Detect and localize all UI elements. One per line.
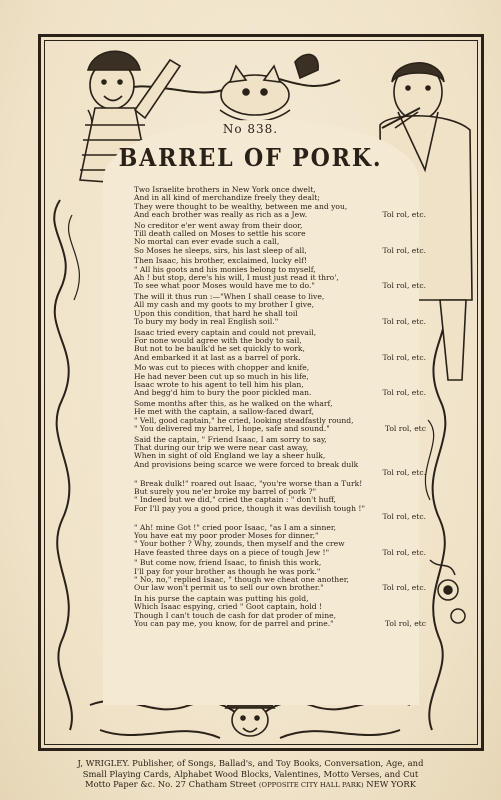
- verse-text: " Ah! mine Got !" cried poor Isaac, "as I am a sinner,: [134, 522, 337, 532]
- chorus-refrain: Tol rol, etc.: [382, 468, 426, 477]
- verse-line: [134, 469, 426, 477]
- verse-text: Then Isaac, his brother, exclaimed, lucky elf!: [134, 256, 307, 266]
- publisher-imprint: [0, 758, 501, 791]
- verse-text: " Break dulk!" roared out Isaac, "you're worse than a Turk!: [134, 478, 363, 488]
- verse-text: You can pay me, you know, for de parrel and prine.": [134, 619, 334, 629]
- verse-line: [134, 425, 426, 433]
- verse-text: But surely you ne'er broke my barrel of pork ?": [134, 487, 317, 497]
- verse-text: In his purse the captain was putting his gold,: [134, 594, 309, 604]
- verse-line: [134, 620, 426, 628]
- verse-text: That during our trip we were near cast away,: [134, 443, 309, 453]
- stanza: [134, 293, 426, 326]
- stanza: [134, 186, 426, 219]
- stanza: [134, 222, 426, 255]
- verse-text: When in sight of old England we lay a sheer hulk,: [134, 451, 326, 461]
- verse-text: Have feasted three days on a piece of tough Jew !": [134, 547, 330, 557]
- stanza: [134, 400, 426, 433]
- verse-text: He had never been cut up so much in his life,: [134, 371, 309, 381]
- verse-line: [134, 211, 426, 219]
- verse-text: To see what poor Moses would have me to do.": [134, 281, 315, 291]
- chorus-refrain: Tol rol, etc.: [382, 245, 426, 255]
- verse-text: So Moses he sleeps, sirs, his last sleep of all,: [134, 245, 307, 255]
- verse-text: " You delivered my barrel, I hope, safe and sound.": [134, 424, 330, 434]
- verse-text: They were thought to be wealthy, between me and you,: [134, 201, 348, 211]
- verse-text: And begg'd him to bury the poor pickled man.: [134, 388, 312, 398]
- verse-text: No creditor e'er went away from their door,: [134, 220, 303, 230]
- verse-text: Isaac tried every captain and could not prevail,: [134, 327, 317, 337]
- verse-text: " Your bother ? Why, zounds, then myself and the crew: [134, 539, 345, 549]
- stanza: [134, 436, 426, 477]
- verse-text: Though I can't touch de cash for dat proder of mine,: [134, 610, 337, 620]
- verse-text: " Indeed but we did," cried the captain : " don't huff,: [134, 495, 336, 505]
- verse-line: [134, 282, 426, 290]
- verse-text: " Vell, good captain," he cried, looking steadfastly round,: [134, 415, 354, 425]
- verse-text: But not to be baulk'd he set quickly to work,: [134, 344, 305, 354]
- verse-text: Isaac wrote to his agent to tell him his plan,: [134, 380, 304, 390]
- verse-text: And provisions being scarce we were forced to break dulk: [134, 459, 359, 469]
- chorus-refrain: Tol rol, etc.: [382, 209, 426, 219]
- verse-text: You have eat my poor proder Moses for dinner,": [134, 531, 319, 541]
- verse-text: Some months after this, as he walked on the wharf,: [134, 399, 333, 409]
- verse-text: Our law won't permit us to sell our own brother.": [134, 583, 324, 593]
- stanza: [134, 364, 426, 397]
- song-verses: [134, 186, 426, 631]
- imprint-line-1: J, WRIGLEY. Publisher, of Songs, Ballad's, and Toy Books, Conversation, Age, and: [77, 758, 424, 768]
- chorus-refrain: Tol rol, etc.: [382, 511, 426, 521]
- verse-text: Ah ! but stop, dere's his will, I must just read it thro',: [134, 272, 339, 282]
- verse-text: He met with the captain, a sallow-faced dwarf,: [134, 407, 314, 417]
- stanza: [134, 257, 426, 290]
- verse-text: All my cash and my goots to my brother I give,: [134, 300, 314, 310]
- imprint-line-3: [0, 779, 501, 791]
- verse-text: " All his goots and his monies belong to myself,: [134, 264, 316, 274]
- imprint-city: NEW YORK: [366, 779, 416, 789]
- verse-text: Mo was cut to pieces with chopper and knife,: [134, 363, 310, 373]
- verse-text: I'll pay for your brother as though he was pork.": [134, 566, 321, 576]
- stanza: [134, 595, 426, 628]
- verse-text: Said the captain, " Friend Isaac, I am sorry to say,: [134, 434, 327, 444]
- chorus-refrain: Tol rol, etc.: [382, 583, 426, 593]
- verse-line: [134, 318, 426, 326]
- verse-text: For none would agree with the body to sail,: [134, 336, 302, 346]
- verse-line: [134, 247, 426, 255]
- imprint-landmark: (OPPOSITE CITY HALL PARK): [258, 781, 364, 789]
- verse-text: Till death called on Moses to settle his score: [134, 228, 306, 238]
- verse-text: Which Isaac espying, cried " Goot captain, hold !: [134, 602, 323, 612]
- imprint-address: Motto Paper &c. No. 27 Chatham Street: [85, 779, 257, 789]
- verse-text: Upon this condition, that hard he shall toil: [134, 308, 298, 318]
- verse-text: For I'll pay you a good price, though it was devilish tough !": [134, 503, 365, 513]
- verse-line: [134, 549, 426, 557]
- verse-line: [134, 584, 426, 592]
- stanza: [134, 559, 426, 592]
- stanza: [134, 524, 426, 557]
- verse-text: " But come now, friend Isaac, to finish this work,: [134, 558, 322, 568]
- chorus-refrain: Tol rol, etc.: [382, 388, 426, 398]
- chorus-refrain: Tol rol, etc.: [382, 281, 426, 291]
- verse-text: And embarked it at last as a barrel of pork.: [134, 352, 301, 362]
- chorus-refrain: Tol rol, etc.: [382, 547, 426, 557]
- chorus-refrain: Tol rol, etc.: [382, 352, 426, 362]
- imprint-line-2: Small Playing Cards, Alphabet Wood Blocks, Valentines, Motto Verses, and Cut: [82, 768, 419, 779]
- stanza: [134, 329, 426, 362]
- verse-text: No mortal can ever evade such a call,: [134, 237, 280, 247]
- cat-figure: [220, 54, 318, 121]
- verse-text: The will it thus run :—"When I shall cease to live,: [134, 292, 325, 302]
- verse-text: To bury my body in real English soil.": [134, 316, 279, 326]
- chorus-refrain: Tol rol, etc.: [382, 316, 426, 326]
- verse-text: And in all kind of merchandize freely they dealt;: [134, 193, 320, 203]
- verse-text: " No, no," replied Isaac, " though we cheat one another,: [134, 575, 349, 585]
- verse-line: [134, 389, 426, 397]
- verse-line: [134, 513, 426, 521]
- verse-text: Two Israelite brothers in New York once dwelt,: [134, 185, 316, 194]
- verse-text: And each brother was really as rich as a Jew.: [134, 209, 308, 219]
- verse-line: [134, 354, 426, 362]
- song-number: No 838.: [222, 122, 279, 136]
- stanza: [134, 480, 426, 521]
- chorus-refrain: Tol rol, etc: [384, 619, 426, 629]
- chorus-refrain: Tol rol, etc: [384, 424, 426, 434]
- song-title: BARREL OF PORK.: [118, 143, 383, 172]
